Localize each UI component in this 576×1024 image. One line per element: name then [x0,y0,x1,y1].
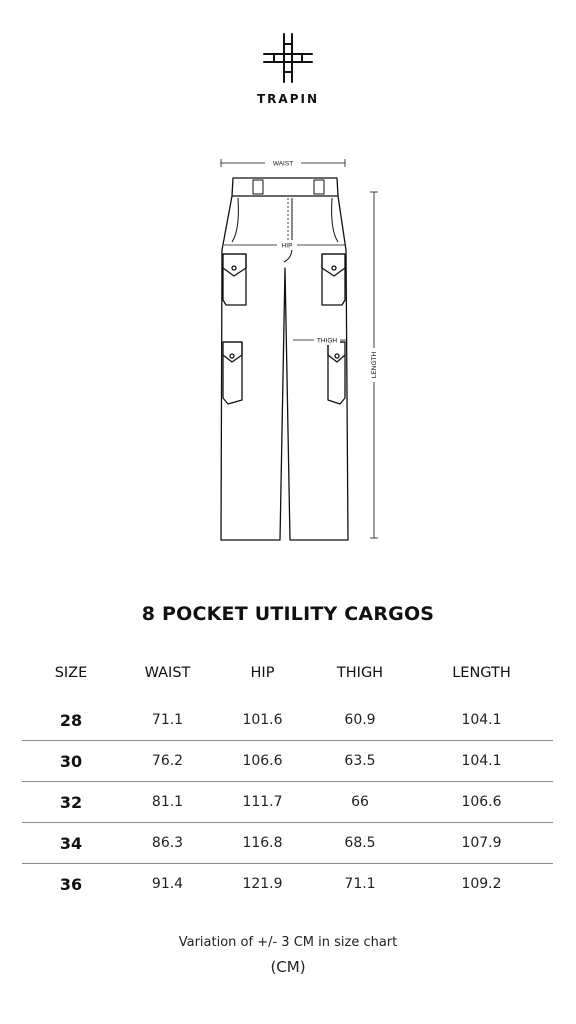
waist-cell: 76.2 [120,741,215,782]
product-title: 8 POCKET UTILITY CARGOS [141,603,435,625]
size-cell: 32 [22,782,120,823]
thigh-cell: 68.5 [310,823,410,864]
waist-cell: 81.1 [120,782,215,823]
table-row [22,694,553,741]
waist-cell: 86.3 [120,823,215,864]
header-thigh: THIGH [336,665,384,681]
cross-logo-icon [260,30,316,86]
hip-cell: 106.6 [215,741,310,782]
brand-logo [0,30,576,106]
length-cell: 104.1 [410,741,553,782]
table-row [22,864,553,905]
waist-cell: 91.4 [120,864,215,905]
thigh-cell: 63.5 [310,741,410,782]
hip-cell: 101.6 [242,712,283,728]
size-cell: 36 [22,864,120,905]
brand-name: TRAPIN [256,92,319,106]
hip-label: HIP [281,242,293,250]
header-hip: HIP [250,665,275,681]
hip-cell: 121.9 [215,864,310,905]
header-length: LENGTH [452,665,511,681]
table-header-row [22,652,553,694]
length-cell: 104.1 [461,712,502,728]
size-cell: 34 [22,823,120,864]
header-waist: WAIST [144,665,191,681]
size-cell: 30 [22,741,120,782]
thigh-cell: 71.1 [310,864,410,905]
unit-label: (CM) [270,958,306,976]
length-cell: 109.2 [410,864,553,905]
length-cell: 106.6 [410,782,553,823]
waistband [232,178,338,196]
header-size: SIZE [54,665,88,681]
table-row [22,782,553,823]
waist-cell: 71.1 [151,712,184,728]
thigh-cell: 60.9 [344,712,376,728]
table-row [22,823,553,864]
table-row [22,741,553,782]
size-chart-table [22,652,553,904]
size-cell: 28 [59,710,83,730]
cargo-pants-diagram [0,150,576,550]
length-cell: 107.9 [410,823,553,864]
hip-cell: 116.8 [215,823,310,864]
variation-note: Variation of +/- 3 CM in size chart [178,935,398,950]
hip-cell: 111.7 [215,782,310,823]
thigh-label: THIGH [316,337,338,345]
waist-label: WAIST [272,160,294,168]
length-label: LENGTH [371,351,378,379]
thigh-cell: 66 [310,782,410,823]
